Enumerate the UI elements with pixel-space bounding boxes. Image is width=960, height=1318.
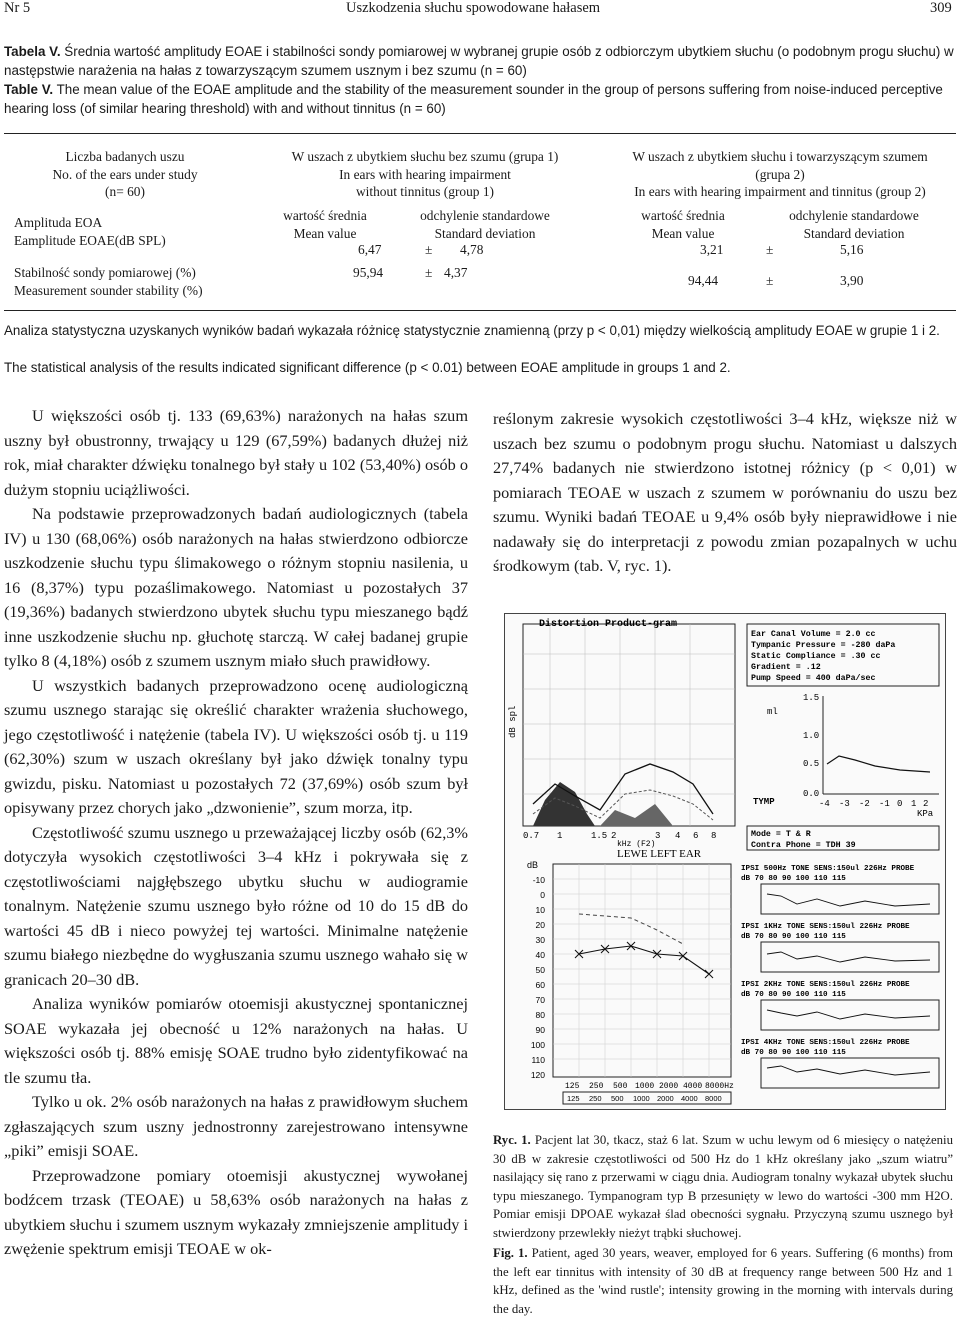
body-right-column	[493, 407, 957, 579]
tymp-xtick: -1	[879, 799, 890, 809]
aud-bottom-tick: 2000	[657, 1094, 674, 1103]
tymp-xtick: 2	[923, 799, 929, 809]
figure-1	[504, 613, 946, 1110]
dp-xtick: 0.7	[523, 831, 540, 841]
g2-amp-mean: 3,21	[700, 242, 724, 257]
dp-gram-title: Distortion Product-gram	[539, 619, 678, 630]
aud-ytick: 80	[535, 1010, 545, 1020]
paragraph: U wszystkich badanych przeprowadzono ocenę audiologiczną szumu usznego starając się określić charakter wrażenia słuchowego, jego częstotliwość i natężenie (tabela IV). U większości osób tj. u 119 (62,30%) szum w uszach określany był jako dźwięk tonalny typu gwizdu, pisku. Natomiast u pozostałych 72 (37,69%) osób szum był opisywany przez chorych jako „dzwonienie”, szum morza, itp.	[4, 675, 468, 817]
g2-sd-header: odchylenie standardowe Standard deviation	[789, 208, 919, 241]
tymp-info-line: Ear Canal Volume = 2.0 cc	[751, 630, 876, 639]
table-header-col0: Liczba badanych uszu No. of the ears under study (n= 60)	[52, 149, 198, 199]
aud-ytick: -10	[532, 875, 545, 885]
figure-caption-en: Fig. 1. Patient, aged 30 years, weaver, employed for 6 years. Suffering (6 months) from the left ear tinnitus with intensity of 30 dB at frequency range between 500 Hz and 1 kHz, defined as the 'wind rustle'; intensity growing in the morning with intervals during the day.	[493, 1246, 953, 1316]
aud-ytick: 40	[535, 950, 545, 960]
g2-stab-pm: ±	[766, 273, 774, 288]
paragraph: Na podstawie przeprowadzonych badań audiologicznych (tabela IV) u 130 (68,06%) osób narażonych na hałas stwierdzono odbiorcze uszkodzenie słuchu typu ślimakowego o różnym stopniu nasilenia, u 16 (8,37%) typu pozaślimakowego. Natomiast u pozostałych 37 (19,36%) badanych stwierdzono ubytek słuchu typu mieszanego bądź inne uszkodzenie słuchu np. głuchotę starczą. W całej badanej grupie tylko 8 (4,18%) osób z szumem usznym miało słuch prawidłowy.	[4, 504, 468, 670]
aud-ytick: 90	[535, 1025, 545, 1035]
running-header-issue: Nr 5	[4, 0, 31, 16]
aud-ytick: 60	[535, 980, 545, 990]
tymp-xtick: 0	[897, 799, 903, 809]
aud-ytick: 0	[540, 890, 545, 900]
reflex-head: IPSI 2KHz TONE SENS:150ul 226Hz PROBE	[741, 981, 910, 989]
aud-xtick: 500	[613, 1082, 628, 1091]
running-header-title: Uszkodzenia słuchu spowodowane hałasem	[346, 0, 601, 16]
page-number: 309	[930, 0, 952, 16]
aud-ytick: 10	[535, 905, 545, 915]
aud-xtick: 8000Hz	[705, 1082, 734, 1091]
dp-xtick: 8	[711, 831, 717, 841]
paragraph: Tylko u ok. 2% osób narażonych na hałas z prawidłowym słuchem zgłaszających szum uszny jednostronny zarejestrowano intensywne „piki” emisji SOAE.	[4, 1092, 468, 1160]
dp-xtick: 3	[655, 831, 661, 841]
table-header-group1: W uszach z ubytkiem słuchu bez szumu (grupa 1) In ears with hearing impairment without tinnitus (group 1)	[291, 149, 559, 199]
aud-xtick: 4000	[683, 1082, 703, 1091]
table-caption-pl: Tabela V. Średnia wartość amplitudy EOAE i stabilności sondy pomiarowej w wybranej grupie osób z odbiorczym ubytkiem słuchu (o podobnym progu słuchu) w następstwie narażenia na hałas z towarzyszącym szumem usznym i bez szumu (n = 60)	[4, 44, 954, 78]
aud-bottom-tick: 250	[589, 1094, 602, 1103]
dp-xtick: 1.5	[591, 831, 608, 841]
aud-bottom-tick: 500	[611, 1094, 624, 1103]
tymp-ytick: 0.0	[803, 789, 820, 799]
reflex-vals: dB 70 80 90 100 110 115	[741, 933, 846, 941]
figure-caption-pl: Ryc. 1. Pacjent lat 30, tkacz, staż 6 lat. Szum w uchu lewym od 6 miesięcy o natężeniu 30 dB w zakresie częstotliwości od 500 Hz do 1 kHz określany jako „szum wiatru” nasilający się rano z przerwami w ciągu dnia. Audiogram tonalny wykazał ubytek słuchu typu mieszanego. Tympanogram typ B przesunięty w lewo do wartości -300 mm H2O. Pomiar emisji DPOAE wykazał ślad obecności sygnału. Przyczyną szumu usznego był stwierdzony przewlekły nieżyt trąbki słuchowej.	[493, 1133, 953, 1240]
table-bottom-rule	[4, 310, 956, 311]
aud-bottom-tick: 1000	[633, 1094, 650, 1103]
dp-xlabel: kHz (F2)	[617, 840, 656, 849]
tymp-info-line: Gradient = .12	[751, 663, 821, 672]
reflex-vals: dB 70 80 90 100 110 115	[741, 875, 846, 883]
paragraph: U większości osób tj. 133 (69,63%) narażonych na hałas szum uszny był obustronny, trwający u 129 (67,59%) badanych dłużej niż rok, miał charakter dźwięku tonalnego był stały u 102 (53,40%) osób o dużym stopniu uciążliwości.	[4, 406, 468, 499]
g1-amp-mean: 6,47	[358, 242, 382, 257]
dp-gram-panel	[508, 618, 735, 849]
tymp-ytick: 1.5	[803, 693, 820, 703]
aud-ytick: 110	[531, 1055, 545, 1065]
tymp-xtick: -4	[819, 799, 830, 809]
aud-bottom-tick: 4000	[681, 1094, 698, 1103]
table-caption-en: Table V. The mean value of the EOAE amplitude and the stability of the measurement sounder in the group of persons suffering from noise-induced perceptive hearing loss (of similar hearing threshold) with and without tinnitus (n = 60)	[4, 82, 943, 116]
tymp-unit: ml	[767, 707, 778, 717]
g1-amp-sd: 4,78	[460, 242, 484, 257]
reflex-vals: dB 70 80 90 100 110 115	[741, 1049, 846, 1057]
row-label-amplitude: Amplituda EOA Eamplitude EOAE(dB SPL)	[14, 215, 166, 248]
dp-xtick: 1	[557, 831, 563, 841]
aud-xtick: 250	[589, 1082, 604, 1091]
tymp-info-line: Pump Speed = 400 daPa/sec	[751, 674, 876, 683]
reflex-head: IPSI 500Hz TONE SENS:150ul 226Hz PROBE	[741, 865, 915, 873]
figure-1-graphic	[505, 614, 945, 1109]
paragraph: Analiza wyników pomiarów otoemisji akustycznej spontanicznej SOAE wykazała jej obecność u 12% narażonych na hałas. U większości osób tj. 88% emisję SOAE trudno było zidentyfikować na tle szumu tła.	[4, 994, 468, 1087]
tymp-label: TYMP	[753, 797, 775, 807]
g1-sd-header: odchylenie standardowe Standard deviation	[420, 208, 550, 241]
aud-ytick: 120	[530, 1070, 545, 1080]
g1-stab-mean: 95,94	[353, 265, 384, 280]
aud-bottom-tick: 125	[567, 1094, 580, 1103]
paragraph: Częstotliwość szumu usznego u przeważającej liczby osób (62,3% dotyczyła wysokich częstotliwości 3–4 kHz i pokrywała się z częstotliwościami najgłębszego ubytku słuchu w audiogramie tonalnym. Natężenie szumu usznego było różne od 10 do 15 dB do wartości 45 dB i nieco powyżej tej wartości. Minimalne natężenie szumu białego niezbędne do wygłuszania szumu usznego wahało się w granicach 20–30 dB.	[4, 822, 468, 989]
g2-amp-sd: 5,16	[840, 242, 864, 257]
aud-ytick: 50	[535, 965, 545, 975]
aud-ytick: 20	[535, 920, 545, 930]
figure-caption	[493, 1131, 953, 1318]
aud-bottom-tick: 8000	[705, 1094, 722, 1103]
aud-ytick: 100	[530, 1040, 545, 1050]
tymp-xtick: -2	[859, 799, 870, 809]
audiogram-panel	[527, 848, 734, 1104]
g2-stab-sd: 3,90	[840, 273, 864, 288]
g2-stab-mean: 94,44	[688, 273, 719, 288]
aud-ytick: 30	[535, 935, 545, 945]
table-top-rule	[4, 133, 956, 134]
g1-stab-sd: 4,37	[444, 265, 468, 280]
reflex-block	[741, 923, 939, 972]
audiogram-label: LEWE LEFT EAR	[617, 848, 702, 860]
body-left-column	[4, 404, 468, 1262]
dp-xtick: 4	[675, 831, 681, 841]
mode-line: Mode = T & R	[751, 830, 811, 839]
table-note-en: The statistical analysis of the results indicated significant difference (p < 0.01) between EOAE amplitude in groups 1 and 2.	[4, 360, 731, 375]
dp-noise-floor	[533, 782, 595, 826]
reflex-panels	[741, 865, 939, 1088]
tymp-info-line: Static Compliance = .30 cc	[751, 652, 881, 661]
tymp-xunit: KPa	[917, 809, 934, 819]
paragraph: Przeprowadzone pomiary otoemisji akustycznej wywołanej bodźcem trzask (TEOAE) u 58,63% osób narażonych na hałas z ubytkiem słuchu i szumem usznym wykazały zmniejszenie amplitudy i zwężenie spektrum emisji TEOAE w ok-	[4, 1165, 468, 1258]
reflex-block	[741, 865, 939, 914]
aud-xtick: 125	[565, 1082, 580, 1091]
aud-ytick: 70	[535, 995, 545, 1005]
reflex-head: IPSI 1KHz TONE SENS:150ul 226Hz PROBE	[741, 923, 910, 931]
tymp-xtick: 1	[911, 799, 917, 809]
audiogram-markers	[575, 942, 713, 978]
reflex-vals: dB 70 80 90 100 110 115	[741, 991, 846, 999]
g2-amp-pm: ±	[766, 242, 774, 257]
table-note-pl: Analiza statystyczna uzyskanych wyników badań wykazała różnicę statystycznie znamienną (przy p < 0,01) między wielkością amplitudy EOAE w grupie 1 i 2.	[4, 323, 940, 338]
dp-xtick: 2	[611, 831, 617, 841]
reflex-block	[741, 981, 939, 1030]
g2-mean-header: wartość średnia Mean value	[641, 208, 725, 241]
g1-stab-pm: ±	[425, 265, 433, 280]
row-label-stability: Stabilność sondy pomiarowej (%) Measurement sounder stability (%)	[14, 265, 203, 298]
audiogram-unit: dB	[527, 860, 539, 870]
g1-mean-header: wartość średnia Mean value	[283, 208, 367, 241]
audiogram-air-line	[579, 946, 709, 974]
aud-xtick: 1000	[635, 1082, 655, 1091]
dp-gram-ylabel: dB spl	[508, 705, 518, 738]
aud-xtick: 2000	[659, 1082, 679, 1091]
tymp-info-line: Tympanic Pressure = -280 daPa	[751, 641, 896, 650]
table-header-group2: W uszach z ubytkiem słuchu i towarzyszącym szumem (grupa 2) In ears with hearing impairment and tinnitus (group 2)	[632, 149, 928, 199]
tymp-ytick: 0.5	[803, 759, 820, 769]
tymp-xtick: -3	[839, 799, 850, 809]
dp-xtick: 6	[693, 831, 699, 841]
reflex-head: IPSI 4KHz TONE SENS:150ul 226Hz PROBE	[741, 1039, 910, 1047]
reflex-block	[741, 1039, 939, 1088]
paragraph: reślonym zakresie wysokich częstotliwości 3–4 kHz, większe niż w uszach bez szumu o podobnym progu słuchu. Natomiast u dalszych 27,74% badanych nie stwierdzono istotnej różnicy (p < 0,01) w pomiarach TEOAE w uszach z szumem w porównaniu do uszu bez szumu. Wyniki badań TEOAE u 9,4% osób były nieprawidłowe i nie nadawały się do interpretacji z powodu zmian pozapalnych w uchu środkowym (tab. V, ryc. 1).	[493, 409, 957, 575]
mode-line: Contra Phone = TDH 39	[751, 841, 856, 850]
g1-amp-pm: ±	[425, 242, 433, 257]
tymp-curve	[827, 756, 930, 772]
tymp-ytick: 1.0	[803, 731, 820, 741]
tympanometry-panel	[747, 624, 939, 850]
